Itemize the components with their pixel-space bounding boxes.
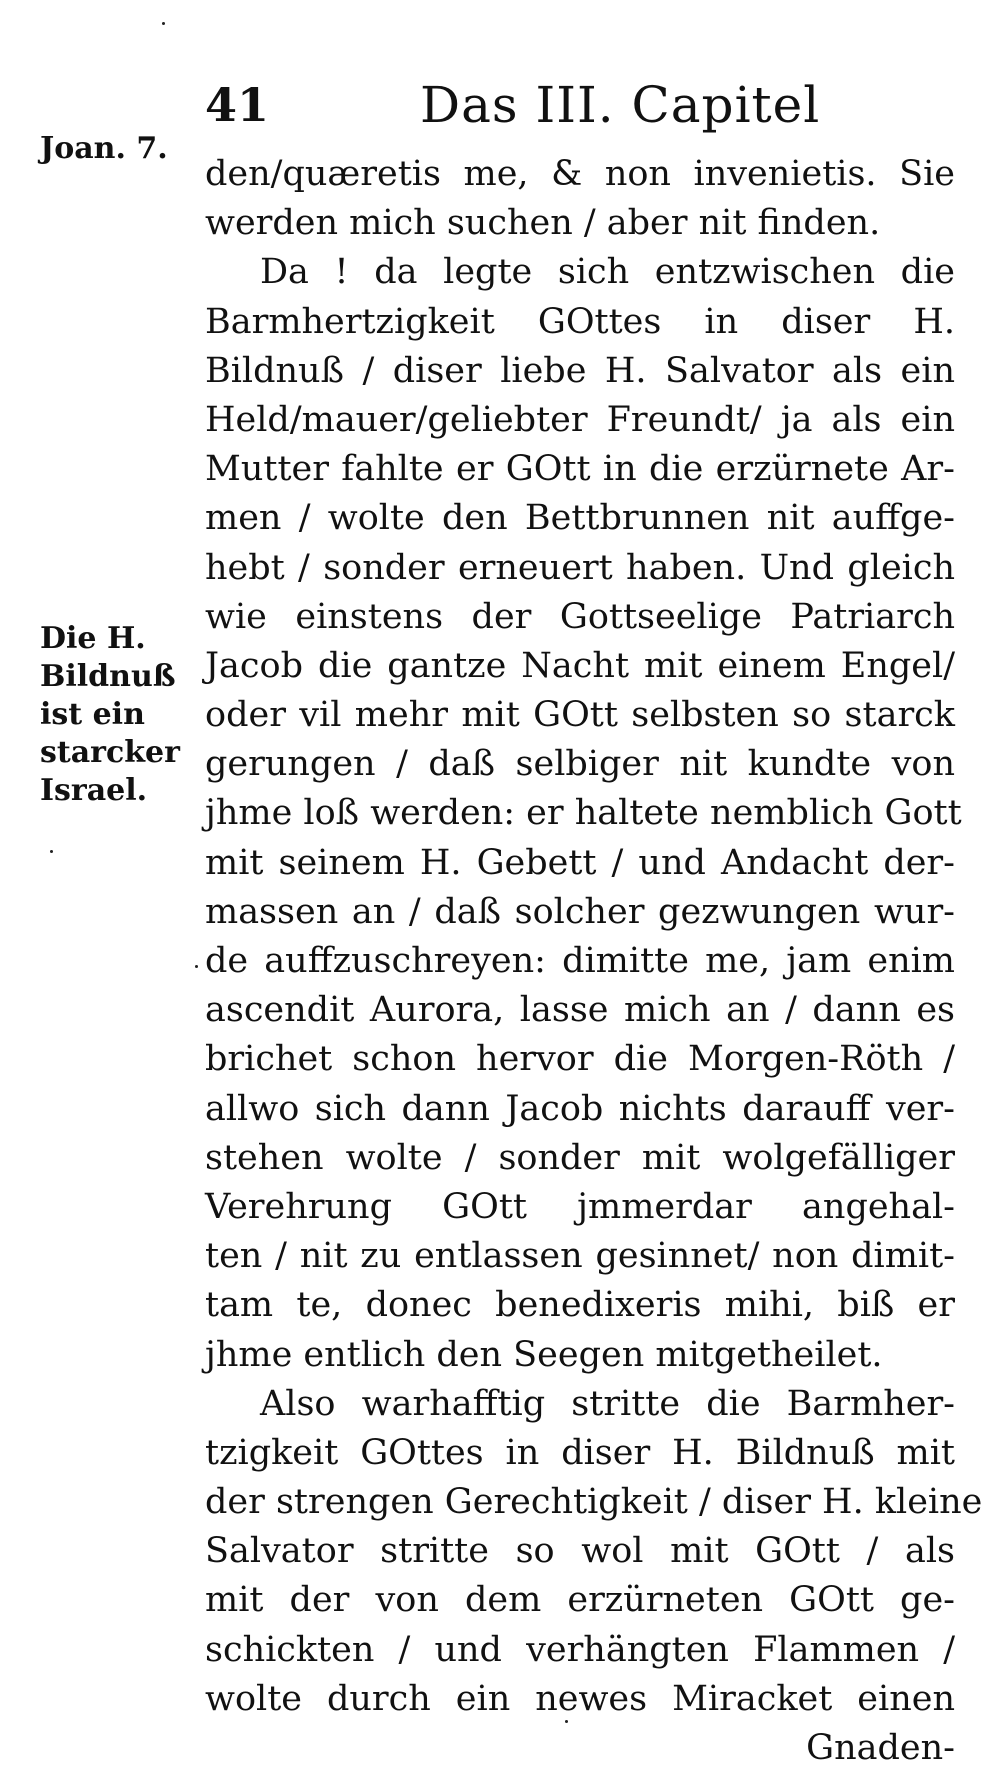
page-number: 41: [205, 78, 270, 132]
text-line: werden mich suchen / aber nit finden.: [205, 203, 881, 244]
text-line: mit der von dem erzürneten GOtt ge-: [205, 1580, 955, 1621]
text-line: Da ! da legte sich entzwischen die: [260, 252, 955, 293]
ink-speck: [50, 850, 53, 853]
ink-speck: [565, 1720, 568, 1723]
text-line: stehen wolte / sonder mit wolgefälliger: [205, 1137, 955, 1178]
text-line: gerungen / daß selbiger nit kundte von: [205, 744, 955, 785]
text-line: wolte durch ein newes Miracket einen: [205, 1678, 955, 1719]
text-line: de auffzuschreyen: dimitte me, jam enim: [205, 941, 955, 981]
text-line: brichet schon hervor die Morgen-Röth /: [205, 1039, 955, 1080]
text-line: Also warhafftig stritte die Barmher-: [260, 1383, 955, 1424]
text-line: tzigkeit GOttes in diser H. Bildnuß mit: [205, 1432, 955, 1473]
ink-speck: [195, 965, 198, 968]
text-line: den/quæretis me, & non invenietis. Sie: [205, 154, 955, 194]
text-line: oder vil mehr mit GOtt selbsten so starck: [205, 695, 955, 736]
marginal-note-reference: Joan. 7.: [40, 131, 168, 166]
body-text: [205, 150, 983, 1773]
text-line: Jacob die gantze Nacht mit einem Engel/: [205, 645, 955, 686]
text-line: Bildnuß / diser liebe H. Salvator als ein: [205, 350, 955, 391]
text-line: jhme entlich den Seegen mitgetheilet.: [205, 1334, 883, 1375]
text-line: tam te, donec benedixeris mihi, biß er: [205, 1285, 955, 1326]
text-line: Mutter fahlte er GOtt in die erzürnete Ar-: [205, 449, 955, 490]
running-title: Das III. Capitel: [420, 76, 821, 134]
text-line: schickten / und verhängten Flammen /: [205, 1629, 955, 1670]
text-line: Held/mauer/geliebter Freundt/ ja als ein: [205, 399, 955, 440]
text-line: Salvator stritte so wol mit GOtt / als: [205, 1531, 955, 1572]
text-line: der strengen Gerechtigkeit / diser H. kleine: [205, 1482, 983, 1523]
text-line: allwo sich dann Jacob nichts darauff ver-: [205, 1088, 955, 1129]
ink-speck: [162, 22, 165, 25]
text-line: hebt / sonder erneuert haben. Und gleich: [205, 547, 955, 588]
text-line: Barmhertzigkeit GOttes in diser H.: [205, 301, 955, 342]
page-header: [200, 70, 960, 140]
text-line: wie einstens der Gottseelige Patriarch: [205, 596, 955, 637]
catchword: Gnaden-: [806, 1728, 955, 1768]
marginal-note-israel: Die H. Bildnuß ist ein starcker Israel.: [40, 621, 180, 808]
text-line: Verehrung GOtt jmmerdar angehal-: [205, 1186, 955, 1227]
text-line: ten / nit zu entlassen gesinnet/ non dimit-: [205, 1236, 955, 1277]
text-line: ascendit Aurora, lasse mich an / dann es: [205, 990, 955, 1031]
text-line: jhme loß werden: er haltete nemblich Gott: [205, 793, 962, 834]
text-line: massen an / daß solcher gezwungen wur-: [205, 891, 955, 932]
text-line: mit seinem H. Gebett / und Andacht der-: [205, 842, 955, 883]
text-line: men / wolte den Bettbrunnen nit auffge-: [205, 498, 955, 539]
